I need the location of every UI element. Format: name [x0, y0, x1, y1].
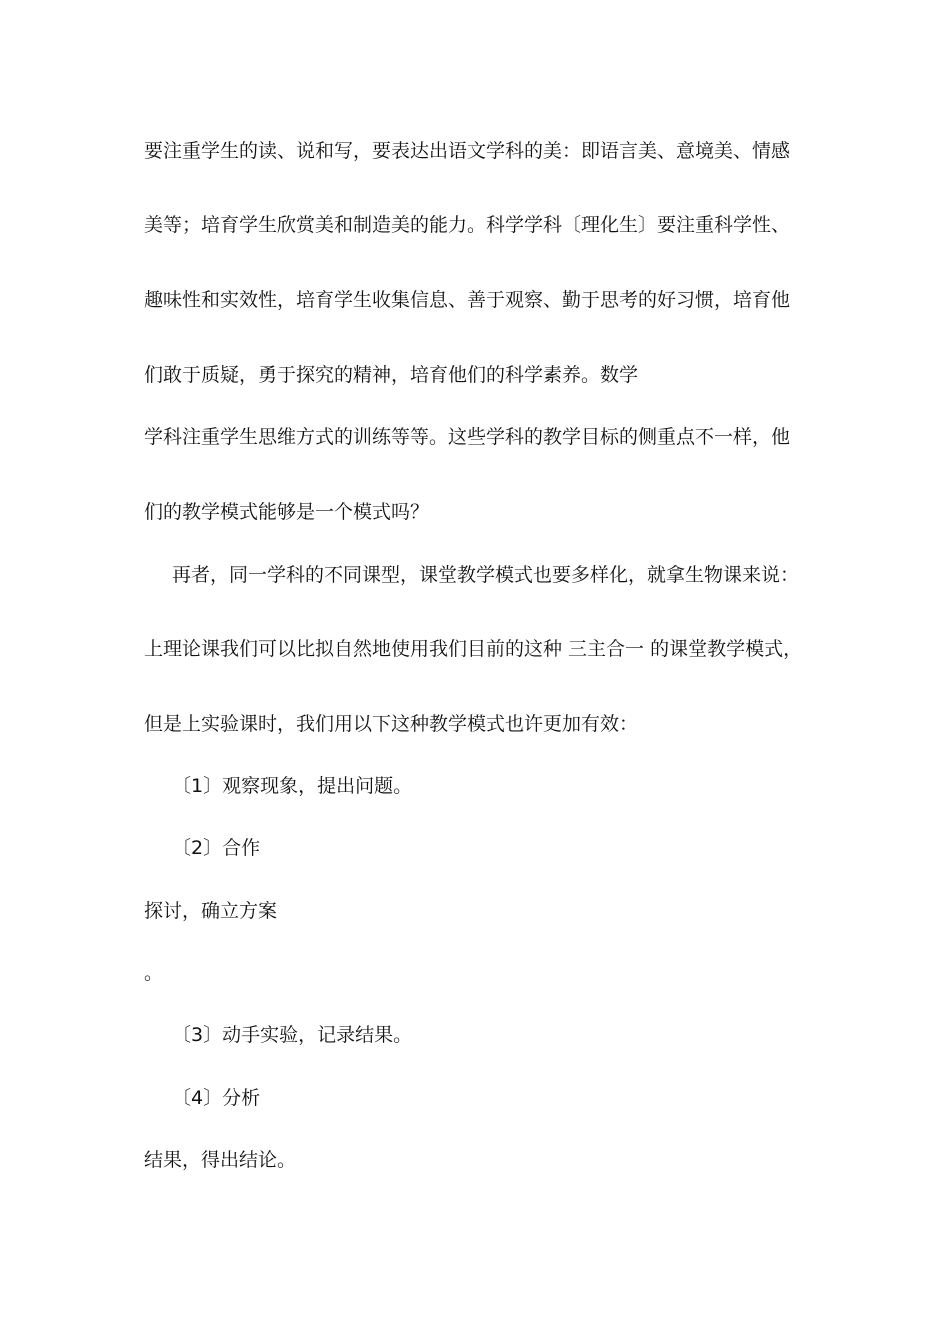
list-item-2-period: 。	[144, 962, 164, 984]
body-text-line: 趣味性和实效性，培育学生收集信息、善于观察、勤于思考的好习惯，培育他	[144, 289, 791, 311]
list-item-1: 〔1〕观察现象，提出问题。	[172, 775, 413, 797]
list-item-4-continuation: 结果，得出结论。	[144, 1149, 297, 1171]
list-item-4: 〔4〕分析	[172, 1087, 261, 1109]
body-text-line: 学科注重学生思维方式的训练等等。这些学科的教学目标的侧重点不一样，他	[144, 426, 791, 448]
body-text-line: 们敢于质疑，勇于探究的精神，培育他们的科学素养。数学	[144, 364, 639, 386]
list-item-2-continuation: 探讨，确立方案	[144, 900, 278, 922]
body-text-line: 美等；培育学生欣赏美和制造美的能力。科学学科〔理化生〕要注重科学性、	[144, 214, 791, 236]
list-item-3: 〔3〕动手实验，记录结果。	[172, 1024, 413, 1046]
body-text-line: 要注重学生的读、说和写，要表达出语文学科的美：即语言美、意境美、情感	[144, 140, 791, 162]
body-text-line: 但是上实验课时，我们用以下这种教学模式也许更加有效：	[144, 713, 639, 735]
paragraph-first-line: 再者，同一学科的不同课型，课堂教学模式也要多样化，就拿生物课来说：	[172, 564, 800, 586]
body-text-line: 上理论课我们可以比拟自然地使用我们目前的这种 三主合一 的课堂教学模式，	[144, 638, 803, 660]
list-item-2: 〔2〕合作	[172, 837, 261, 859]
body-text-line: 们的教学模式能够是一个模式吗？	[144, 501, 430, 523]
